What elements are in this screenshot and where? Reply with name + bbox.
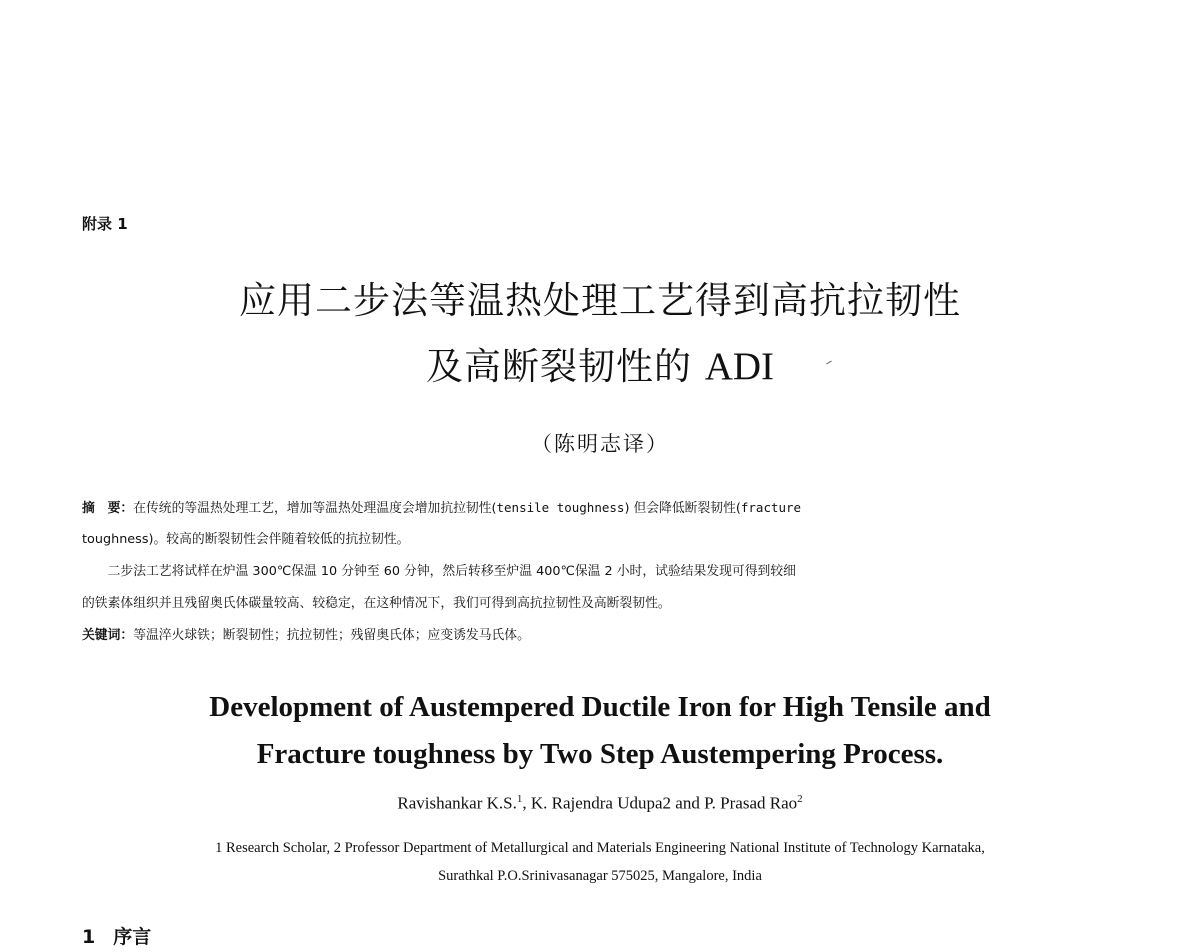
keywords-label: 关键词： bbox=[82, 628, 134, 643]
abstract-term-tensile: tensile toughness bbox=[496, 500, 625, 515]
affiliation-line-1: 1 Research Scholar, 2 Professor Department of Metallurgical and Materials Engineering National Institute of Technology Karnataka, bbox=[215, 840, 985, 856]
section-title: 序言 bbox=[113, 926, 152, 948]
abstract-text-2: ) 但会降低断裂韧性( bbox=[624, 501, 741, 516]
english-title-line-1: Development of Austempered Ductile Iron for High Tensile and bbox=[209, 691, 991, 723]
chinese-title-line-2-acronym: ADI bbox=[704, 345, 775, 388]
author-3-affiliation-mark: 2 bbox=[797, 793, 803, 805]
abstract-line-4: 的铁素体组织并且残留奥氏体碳量较高、较稳定，在这种情况下，我们可得到高抗拉韧性及高断裂韧性。 bbox=[82, 596, 671, 611]
abstract-text-1: 在传统的等温热处理工艺，增加等温热处理温度会增加抗拉韧性( bbox=[133, 501, 497, 516]
abstract-label: 摘 要： bbox=[82, 501, 134, 516]
chinese-title-line-1: 应用二步法等温热处理工艺得到高抗拉韧性 bbox=[239, 279, 961, 322]
keywords-text: 等温淬火球铁；断裂韧性；抗拉韧性；残留奥氏体；应变诱发马氏体。 bbox=[133, 628, 530, 643]
affiliation-line-2: Surathkal P.O.Srinivasanagar 575025, Mangalore, India bbox=[438, 868, 762, 884]
abstract-line-2: toughness)。较高的断裂韧性会伴随着较低的抗拉韧性。 bbox=[82, 532, 410, 547]
author-list bbox=[0, 793, 1200, 814]
appendix-label: 附录 1 bbox=[82, 215, 128, 233]
abstract-line-1 bbox=[82, 498, 1132, 519]
english-title-line-2: Fracture toughness by Two Step Austempering Process. bbox=[256, 738, 944, 770]
chinese-title-line-2-text: 及高断裂韧性的 bbox=[425, 345, 692, 388]
translator-credit: （陈明志译） bbox=[531, 432, 669, 456]
author-1: Ravishankar K.S. bbox=[397, 793, 517, 813]
authors-2-3: , K. Rajendra Udupa2 and P. Prasad Rao bbox=[522, 793, 798, 813]
author-1-affiliation-mark: 1 bbox=[516, 793, 523, 805]
chinese-title-line-2 bbox=[0, 347, 1200, 386]
keywords-line bbox=[82, 626, 1132, 646]
section-heading-introduction bbox=[82, 922, 151, 949]
abstract-term-fracture: fracture bbox=[740, 500, 802, 515]
section-number: 1 bbox=[82, 926, 96, 948]
abstract-line-3: 二步法工艺将试样在炉温 300℃保温 10 分钟至 60 分钟，然后转移至炉温 400℃保温 2 小时，试验结果发现可得到较细 bbox=[82, 564, 796, 579]
